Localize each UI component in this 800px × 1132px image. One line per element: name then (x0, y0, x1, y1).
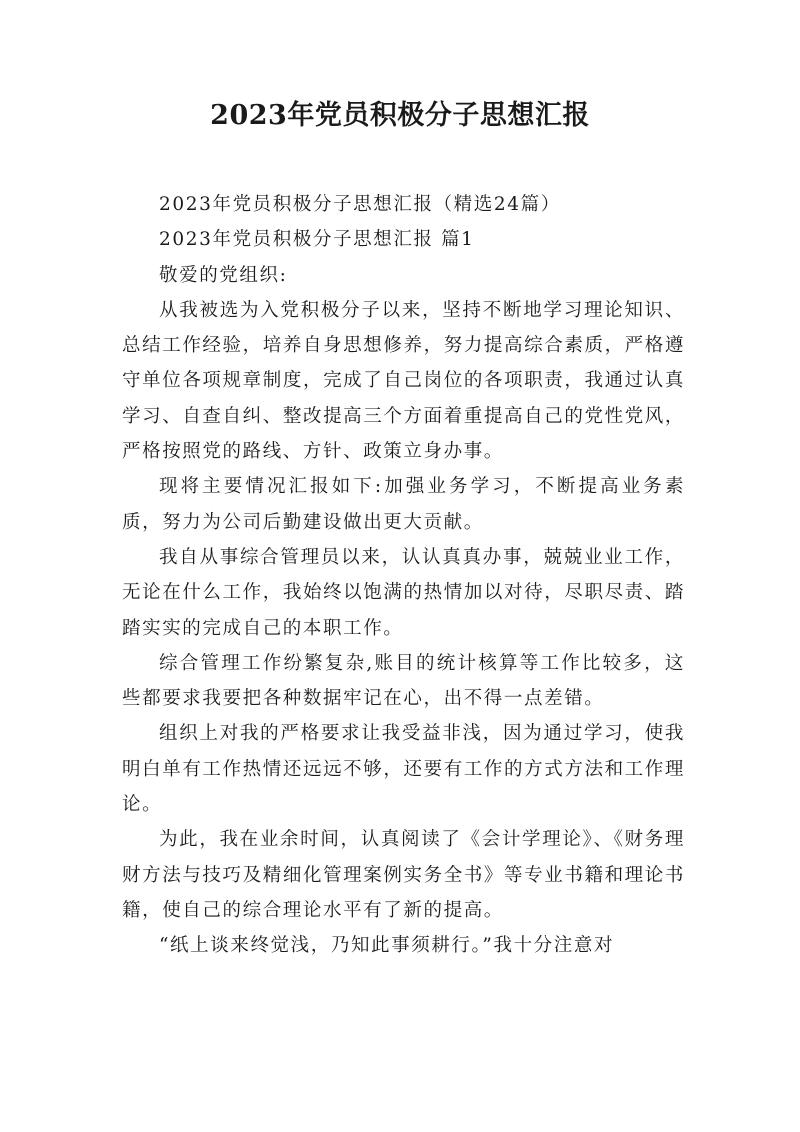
body-paragraph: 从我被选为入党积极分子以来，坚持不断地学习理论知识、总结工作经验，培养自身思想修养，努力提高综合素质，严格遵守单位各项规章制度，完成了自己岗位的各项职责，我通过认真学习、自查自纠、整改提高三个方面着重提高自己的党性党风，严格按照党的路线、方针、政策立身办事。 (122, 299, 685, 463)
salutation: 敬爱的党组织: (159, 264, 288, 286)
body-paragraph: 为此，我在业余时间，认真阅读了《会计学理论》、《财务理财方法与技巧及精细化管理案例实务全书》等专业书籍和理论书籍，使自己的综合理论水平有了新的提高。 (122, 829, 685, 921)
subtitle-paragraph: 2023年党员积极分子思想汇报（精选24篇） (159, 194, 561, 215)
body-paragraph: “纸上谈来终觉浅，乃知此事须耕行。”我十分注意对 (159, 935, 615, 957)
body-paragraph: 我自从事综合管理员以来，认认真真办事，兢兢业业工作，无论在什么工作，我始终以饱满的热情加以对待，尽职尽责、踏踏实实的完成自己的本职工作。 (122, 546, 685, 639)
body-paragraph: 现将主要情况汇报如下:加强业务学习，不断提高业务素质，努力为公司后勤建设做出更大贡献。 (122, 476, 685, 533)
body-paragraph: 综合管理工作纷繁复杂,账目的统计核算等工作比较多，这些都要求我要把各种数据牢记在心，出不得一点差错。 (122, 652, 685, 710)
section-heading: 2023年党员积极分子思想汇报 篇1 (159, 229, 475, 251)
document-title: 2023年党员积极分子思想汇报 (210, 100, 590, 131)
document-body (122, 187, 685, 964)
body-paragraph: 组织上对我的严格要求让我受益非浅，因为通过学习，使我明白单有工作热情还远远不够，还要有工作的方式方法和工作理论。 (122, 723, 685, 816)
